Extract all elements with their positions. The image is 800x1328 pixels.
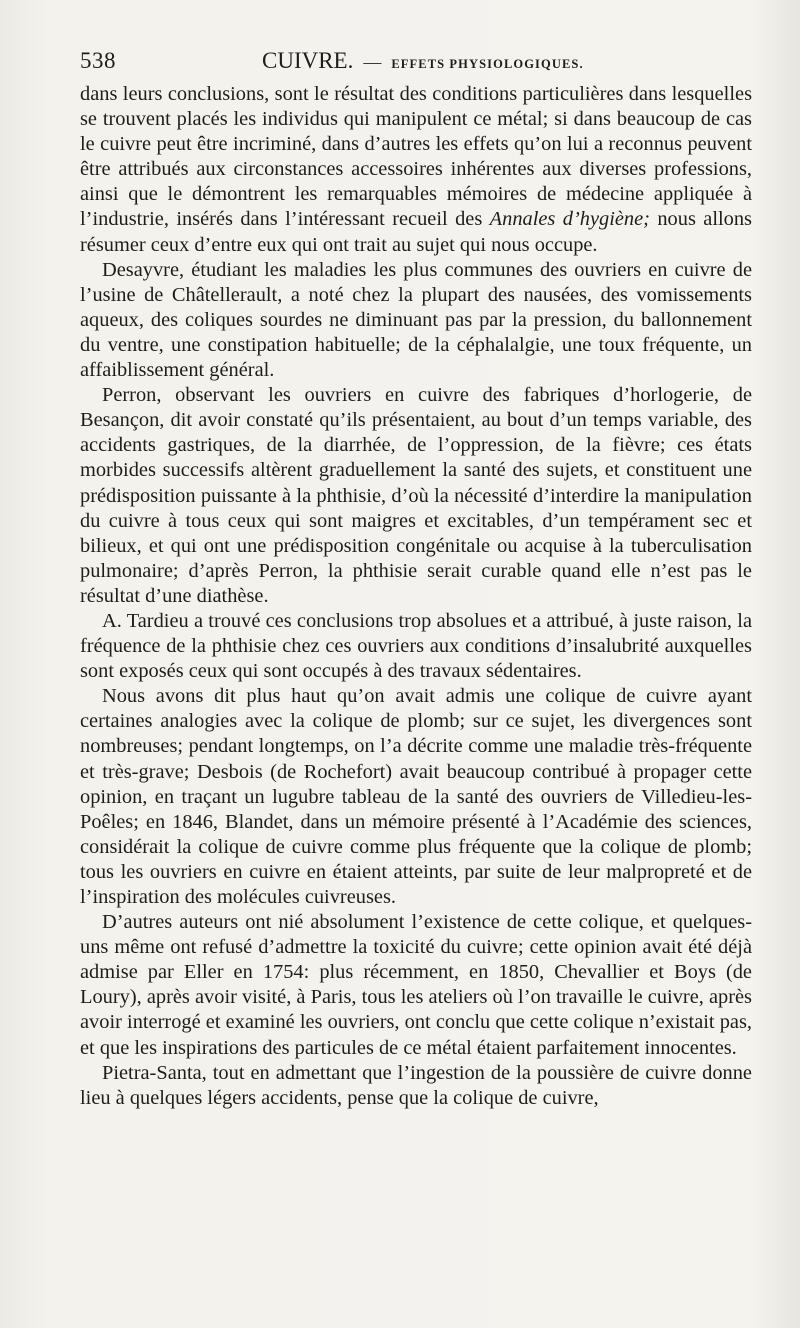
- paragraph-colique: Nous avons dit plus haut qu’on avait admis une colique de cuivre ayant certaines analogies avec la colique de plomb; sur ce sujet, les divergences sont nombreuses; pendant longtemps, on l’a décrite comme une maladie très-fréquente et très-grave; Desbois (de Rochefort) avait beaucoup contribué à propager cette opinion, en traçant un lugubre tableau de la santé des ouvriers de Villedieu-les-Poêles; en 1846, Blandet, dans un mémoire présenté à l’Académie des sciences, considérait la colique de cuivre comme plus fréquente que la colique de plomb; tous les ouvriers en cuivre en étaient atteints, par suite de leur malpropreté et de l’inspiration des molécules cuivreuses.: [80, 685, 752, 908]
- body-text: [80, 82, 752, 1111]
- running-title: CUIVRE.: [262, 48, 354, 73]
- paragraph-perron: Perron, observant les ouvriers en cuivre des fabriques d’horlogerie, de Besançon, dit avoir constaté qu’ils présentaient, au bout d’un temps variable, des accidents gastriques, de la diarrhée, de l’oppression, de la fièvre; ces états morbides successifs altèrent graduellement la santé des sujets, et constituent une prédisposition puissante à la phthisie, d’où la nécessité d’interdire la manipulation du cuivre à tous ceux qui sont maigres et excitables, d’un tempérament sec et bilieux, et qui ont une prédisposition congénitale ou acquise à la tuberculisation pulmonaire; d’après Perron, la phthisie serait curable quand elle n’est pas le résultat d’une diathèse.: [80, 384, 752, 607]
- running-subtitle: EFFETS PHYSIOLOGIQUES.: [391, 57, 584, 71]
- running-dash: —: [363, 52, 382, 72]
- page-header: [80, 48, 760, 78]
- paragraph-1-before: dans leurs conclusions, sont le résultat des conditions particulières dans lesquelles se trouvent placés les individus qui manipulent ce métal; si dans beaucoup de cas le cuivre peut être incriminé, dans d’autres les effets qu’on lui a reconnus peuvent être attribués aux circonstances accessoires inhérentes aux diverses professions, ainsi que le démontrent les remarquables mémoires de médecine appliquée à l’industrie, insérés dans l’intéressant recueil des: [80, 83, 752, 231]
- paragraph-1-after: nous allons résumer ceux d’entre eux qui ont trait au sujet qui nous occupe.: [80, 208, 752, 256]
- paragraph-autres-auteurs: D’autres auteurs ont nié absolument l’existence de cette colique, et quelques-uns même ont refusé d’admettre la toxicité du cuivre; cette opinion avait été déjà admise par Eller en 1754: plus récemment, en 1850, Chevallier et Boys (de Loury), après avoir visité, à Paris, tous les ateliers où l’on travaille le cuivre, après avoir interrogé et examiné les ouvriers, ont conclu que cette colique n’existait pas, et que les inspirations des particules de ce métal étaient parfaitement innocentes.: [80, 911, 752, 1059]
- paragraph-tardieu: A. Tardieu a trouvé ces conclusions trop absolues et a attribué, à juste raison, la fréquence de la phthisie chez ces ouvriers aux conditions d’insalubrité auxquelles sont exposés ceux qui sont occupés à des travaux sédentaires.: [80, 609, 752, 683]
- journal-title: Annales d’hygiène;: [489, 208, 650, 231]
- running-head: [262, 48, 584, 74]
- page-number: 538: [80, 48, 116, 73]
- paragraph-pietra-santa: Pietra-Santa, tout en admettant que l’ingestion de la poussière de cuivre donne lieu à quelques légers accidents, pense que la colique de cuivre,: [80, 1061, 752, 1109]
- paragraph-desayvre: Desayvre, étudiant les maladies les plus communes des ouvriers en cuivre de l’usine de Châtellerault, a noté chez la plupart des nausées, des vomissements aqueux, des coliques sourdes ne diminuant pas par la pression, du ballonnement du ventre, une constipation habituelle; de la céphalalgie, une toux fréquente, un affaiblissement général.: [80, 258, 752, 382]
- paragraph-1: [80, 82, 752, 258]
